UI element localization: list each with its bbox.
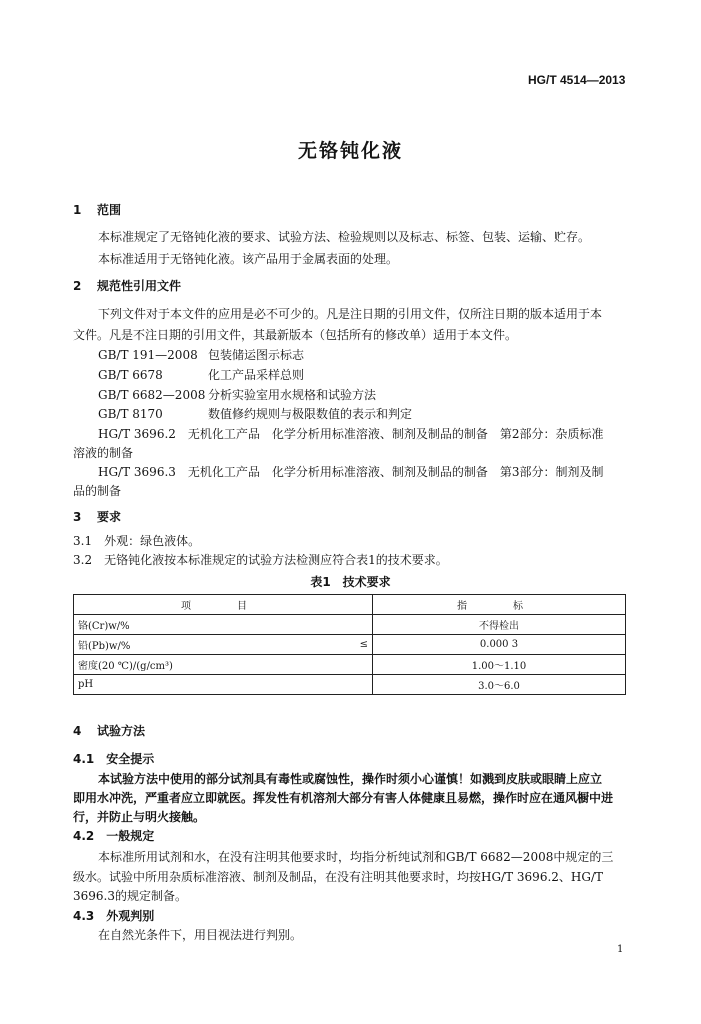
reference-code: GB/T 191—2008 — [98, 348, 198, 362]
reference-name: 数值修约规则与极限数值的表示和判定 — [208, 407, 413, 421]
document-title: 无铬钝化液 — [297, 140, 403, 162]
paragraph: 在自然光条件下，用目视法进行判别。 — [98, 928, 303, 942]
item-label: 铬(Cr)w/% — [78, 621, 130, 632]
reference-code: GB/T 6678 — [98, 368, 163, 382]
clause-3-2: 3.2 无铬钝化液按本标准规定的试验方法检测应符合表1的技术要求。 — [73, 553, 448, 567]
reference-item — [98, 366, 304, 383]
section-1-heading — [73, 201, 121, 218]
table-cell-requirement: 不得检出 — [373, 615, 626, 635]
section-title: 试验方法 — [97, 724, 146, 738]
item-qualifier: ≤ — [359, 639, 368, 650]
paragraph: 下列文件对于本文件的应用是必不可少的。凡是注日期的引用文件，仅所注日期的版本适用于本 — [98, 307, 603, 321]
section-title: 规范性引用文件 — [97, 279, 182, 293]
subsection-4-1-heading: 4.1 安全提示 — [73, 752, 155, 766]
paragraph: 本标准适用于无铬钝化液。该产品用于金属表面的处理。 — [98, 252, 399, 266]
table-cell-requirement: 3.0～6.0 — [373, 675, 626, 695]
reference-code: GB/T 6682—2008 — [98, 388, 206, 402]
subsection-4-3-heading: 4.3 外观判别 — [73, 909, 155, 923]
section-number: 4 — [73, 724, 82, 738]
reference-name: 化工产品采样总则 — [208, 368, 305, 382]
reference-item: HG/T 3696.2 无机化工产品 化学分析用标准溶液、制剂及制品的制备 第2部分：杂质标准 — [98, 427, 604, 441]
reference-item: HG/T 3696.3 无机化工产品 化学分析用标准溶液、制剂及制品的制备 第3部分：制剂及制 — [98, 465, 604, 479]
table-cell-item — [74, 655, 373, 675]
reference-code: GB/T 8170 — [98, 407, 163, 421]
page-number: 1 — [617, 944, 624, 955]
section-number: 3 — [73, 510, 82, 524]
table-cell-requirement: 0.000 3 — [373, 635, 626, 655]
column-header-item: 项 目 — [74, 595, 373, 615]
section-number: 2 — [73, 279, 82, 293]
paragraph: 本标准所用试剂和水，在没有注明其他要求时，均指分析纯试剂和GB/T 6682—2008中规定的三 — [98, 850, 614, 864]
reference-name: 分析实验室用水规格和试验方法 — [208, 388, 377, 402]
table-cell-requirement: 1.00～1.10 — [373, 655, 626, 675]
table-row — [74, 615, 626, 635]
section-4-heading — [73, 722, 145, 739]
table-header-row — [74, 595, 626, 615]
table-row — [74, 635, 626, 655]
item-label: 密度(20 ℃)/(g/cm³) — [78, 661, 173, 672]
table-cell-item — [74, 615, 373, 635]
clause-3-1: 3.1 外观：绿色液体。 — [73, 534, 201, 548]
table-caption: 表1 技术要求 — [310, 575, 391, 589]
reference-item — [98, 346, 304, 363]
reference-name: 包装储运图示标志 — [208, 348, 305, 362]
paragraph: 本试验方法中使用的部分试剂具有毒性或腐蚀性，操作时须小心谨慎！如溅到皮肤或眼睛上应立 — [98, 772, 603, 786]
standard-code: HG/T 4514—2013 — [528, 73, 626, 87]
paragraph: 文件。凡是不注日期的引用文件，其最新版本（包括所有的修改单）适用于本文件。 — [73, 328, 518, 342]
section-3-heading — [73, 508, 121, 525]
column-header-requirement: 指 标 — [373, 595, 626, 615]
section-2-heading — [73, 277, 181, 294]
item-label: pH — [78, 679, 94, 690]
reference-item — [98, 386, 376, 403]
paragraph: 行，并防止与明火接触。 — [73, 810, 206, 824]
table-cell-item — [74, 675, 373, 695]
requirements-table — [73, 594, 626, 695]
paragraph: 3696.3的规定制备。 — [73, 889, 187, 903]
table-cell-item — [74, 635, 373, 655]
section-number: 1 — [73, 203, 82, 217]
subsection-4-2-heading: 4.2 一般规定 — [73, 829, 155, 843]
table-row — [74, 655, 626, 675]
table-row — [74, 675, 626, 695]
reference-item-continued: 品的制备 — [73, 484, 122, 498]
reference-item — [98, 405, 412, 422]
section-title: 范围 — [97, 203, 122, 217]
paragraph: 即用水冲洗，严重者应立即就医。挥发性有机溶剂大部分有害人体健康且易燃，操作时应在通风橱中进 — [73, 791, 614, 805]
paragraph: 级水。试验中所用杂质标准溶液、制剂及制品，在没有注明其他要求时，均按HG/T 3696.2、HG/T — [73, 870, 604, 884]
paragraph: 本标准规定了无铬钝化液的要求、试验方法、检验规则以及标志、标签、包装、运输、贮存。 — [98, 230, 591, 244]
section-title: 要求 — [97, 510, 122, 524]
reference-item-continued: 溶液的制备 — [73, 446, 134, 460]
item-label: 铅(Pb)w/% — [78, 641, 131, 652]
